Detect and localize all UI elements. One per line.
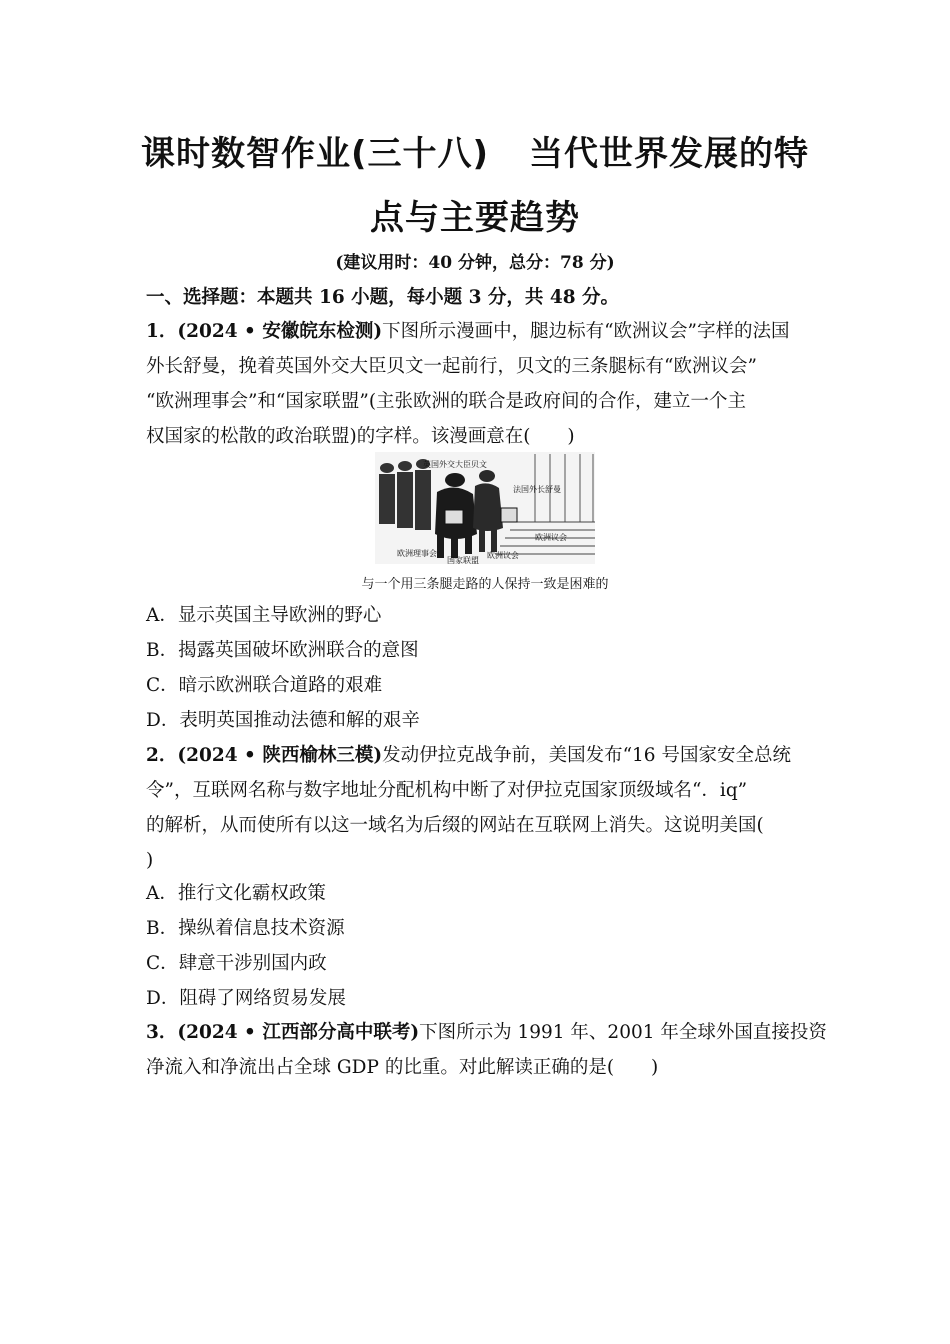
label-union: 国家联盟	[447, 556, 479, 564]
page-title-line2: 点与主要趋势	[370, 198, 580, 238]
label-bevin: 英国外交大臣贝文	[423, 460, 487, 469]
q1-line-4: 权国家的松散的政治联盟)的字样。该漫画意在( )	[146, 426, 575, 447]
q2-option-a[interactable]: A．推行文化霸权政策	[146, 883, 326, 904]
title-part-a: 课时数智作业(三十八)	[140, 134, 490, 174]
q2-option-c[interactable]: C．肆意干涉别国内政	[146, 953, 327, 974]
label-parliament-left: 欧洲议会	[487, 551, 519, 560]
q2-source: (2024 • 陕西榆林三模)	[177, 745, 383, 766]
q1-line-2: 外长舒曼，挽着英国外交大臣贝文一起前行，贝文的三条腿标有“欧洲议会”	[146, 356, 757, 377]
q3-source: (2024 • 江西部分高中联考)	[177, 1022, 420, 1043]
q2-option-b[interactable]: B．操纵着信息技术资源	[146, 918, 345, 939]
q2-option-d[interactable]: D．阻碍了网络贸易发展	[146, 988, 346, 1009]
q3-text-1: 下图所示为 1991 年、2001 年全球外国直接投资	[419, 1022, 827, 1043]
q1-option-b[interactable]: B．揭露英国破坏欧洲联合的意图	[146, 640, 419, 661]
briefcase-right	[501, 508, 517, 522]
q1-option-c[interactable]: C．暗示欧洲联合道路的艰难	[146, 675, 383, 696]
q2-line-1	[146, 744, 811, 768]
cartoon-figure	[375, 452, 595, 564]
label-schuman: 法国外长舒曼	[513, 485, 561, 494]
q1-number: 1．	[146, 321, 178, 342]
briefcase-left	[445, 510, 463, 524]
page-title-line1	[0, 126, 950, 175]
title-part-b: 当代世界发展的特	[529, 134, 810, 174]
q1-option-d[interactable]: D．表明英国推动法德和解的艰辛	[146, 710, 420, 731]
section-heading-text: 一、选择题：本题共 16 小题，每小题 3 分，共 48 分。	[146, 287, 620, 308]
q2-line-2: 令”，互联网名称与数字地址分配机构中断了对伊拉克国家顶级域名“．iq”	[146, 780, 748, 801]
q3-number: 3．	[146, 1022, 178, 1043]
q2-number: 2．	[146, 745, 178, 766]
q2-line-3: 的解析，从而使所有以这一域名为后缀的网站在互联网上消失。这说明美国(	[146, 815, 764, 836]
q3-line-2: 净流入和净流出占全球 GDP 的比重。对此解读正确的是( )	[146, 1057, 659, 1078]
q1-source: (2024 • 安徽皖东检测)	[177, 321, 383, 342]
section-heading	[146, 286, 811, 310]
q2-text-1: 发动伊拉克战争前，美国发布“16 号国家安全总统	[382, 745, 791, 766]
cartoon-illustration	[375, 452, 595, 564]
q2-line-4: )	[146, 850, 154, 871]
q1-line-1	[146, 320, 811, 344]
q3-line-1	[146, 1021, 827, 1045]
q1-line-3: “欧洲理事会”和“国家联盟”(主张欧洲的联合是政府间的合作，建立一个主	[146, 391, 747, 412]
label-council: 欧洲理事会	[397, 549, 437, 558]
q1-option-a[interactable]: A．显示英国主导欧洲的野心	[146, 605, 382, 626]
label-parliament-right: 欧洲议会	[535, 533, 567, 542]
time-score-note: (建议用时：40 分钟，总分：78 分)	[335, 253, 615, 273]
cartoon-caption: 与一个用三条腿走路的人保持一致是困难的	[361, 577, 609, 592]
q1-text-1: 下图所示漫画中，腿边标有“欧洲议会”字样的法国	[382, 321, 790, 342]
